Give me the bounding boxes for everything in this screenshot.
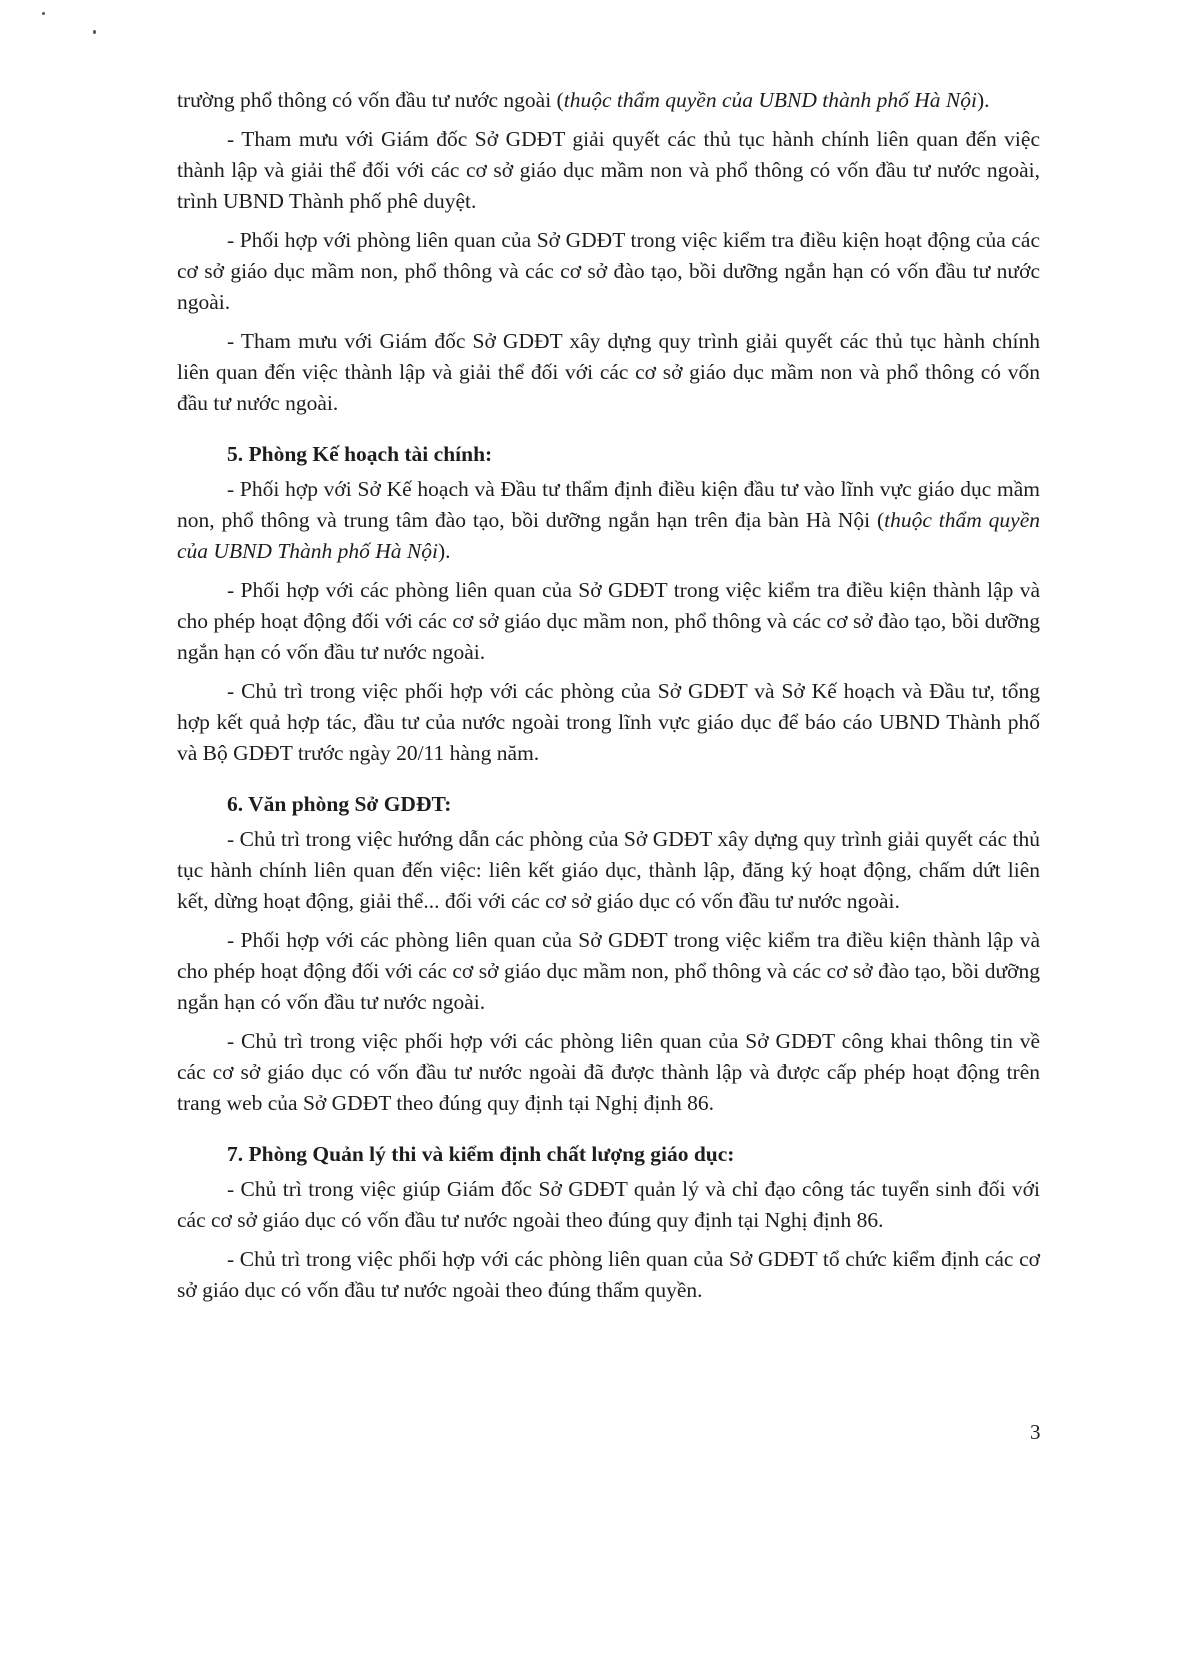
section-7-paragraph-1: - Chủ trì trong việc giúp Giám đốc Sở GDĐT quản lý và chỉ đạo công tác tuyển sinh đối với các cơ sở giáo dục có vốn đầu tư nước ngoài theo đúng quy định tại Nghị định 86. [177, 1177, 1040, 1232]
section-7-heading: 7. Phòng Quản lý thi và kiểm định chất lượng giáo dục: [227, 1142, 735, 1166]
section-5-heading: 5. Phòng Kế hoạch tài chính: [227, 442, 493, 466]
intro-paragraph-3: - Tham mưu với Giám đốc Sở GDĐT xây dựng quy trình giải quyết các thủ tục hành chính liên quan đến việc thành lập và giải thể đối với các cơ sở giáo dục mầm non và phổ thông có vốn đầu tư nước ngoài. [177, 329, 1040, 415]
scan-speck [93, 30, 96, 34]
section-5-paragraph-2: - Phối hợp với các phòng liên quan của Sở GDĐT trong việc kiểm tra điều kiện thành lập và cho phép hoạt động đối với các cơ sở giáo dục mầm non, phổ thông và các cơ sở đào tạo, bồi dưỡng ngắn hạn có vốn đầu tư nước ngoài. [177, 578, 1040, 664]
scan-speck [42, 12, 45, 15]
intro-paragraph-2: - Phối hợp với phòng liên quan của Sở GDĐT trong việc kiểm tra điều kiện hoạt động của các cơ sở giáo dục mầm non, phổ thông và các cơ sở đào tạo, bồi dưỡng ngắn hạn có vốn đầu tư nước ngoài. [177, 228, 1040, 314]
intro-paragraph-continued: trường phổ thông có vốn đầu tư nước ngoài (thuộc thẩm quyền của UBND thành phố Hà Nội). [177, 88, 990, 112]
section-6-paragraph-2: - Phối hợp với các phòng liên quan của Sở GDĐT trong việc kiểm tra điều kiện thành lập và cho phép hoạt động đối với các cơ sở giáo dục mầm non, phổ thông và các cơ sở đào tạo, bồi dưỡng ngắn hạn có vốn đầu tư nước ngoài. [177, 928, 1040, 1014]
intro-paragraph-1: - Tham mưu với Giám đốc Sở GDĐT giải quyết các thủ tục hành chính liên quan đến việc thành lập và giải thể đối với các cơ sở giáo dục mầm non và phổ thông có vốn đầu tư nước ngoài, trình UBND Thành phố phê duyệt. [177, 127, 1040, 213]
document-body [177, 85, 1040, 1314]
section-6-paragraph-1: - Chủ trì trong việc hướng dẫn các phòng của Sở GDĐT xây dựng quy trình giải quyết các thủ tục hành chính liên quan đến việc: liên kết giáo dục, thành lập, đăng ký hoạt động, chấm dứt liên kết, dừng hoạt động, giải thể... đối với các cơ sở giáo dục có vốn đầu tư nước ngoài. [177, 827, 1040, 913]
section-7-paragraph-2: - Chủ trì trong việc phối hợp với các phòng liên quan của Sở GDĐT tổ chức kiểm định các cơ sở giáo dục có vốn đầu tư nước ngoài theo đúng thẩm quyền. [177, 1247, 1040, 1302]
section-5-paragraph-3: - Chủ trì trong việc phối hợp với các phòng của Sở GDĐT và Sở Kế hoạch và Đầu tư, tổng hợp kết quả hợp tác, đầu tư của nước ngoài trong lĩnh vực giáo dục để báo cáo UBND Thành phố và Bộ GDĐT trước ngày 20/11 hàng năm. [177, 679, 1040, 765]
section-6-paragraph-3: - Chủ trì trong việc phối hợp với các phòng liên quan của Sở GDĐT công khai thông tin về các cơ sở giáo dục có vốn đầu tư nước ngoài đã được thành lập và được cấp phép hoạt động trên trang web của Sở GDĐT theo đúng quy định tại Nghị định 86. [177, 1029, 1040, 1115]
page-number: 3 [1030, 1420, 1041, 1444]
section-6-heading: 6. Văn phòng Sở GDĐT: [227, 792, 452, 816]
section-5-paragraph-1: - Phối hợp với Sở Kế hoạch và Đầu tư thẩm định điều kiện đầu tư vào lĩnh vực giáo dục mầm non, phổ thông và trung tâm đào tạo, bồi dưỡng ngắn hạn trên địa bàn Hà Nội (thuộc thẩm quyền của UBND Thành phố Hà Nội). [177, 477, 1040, 563]
